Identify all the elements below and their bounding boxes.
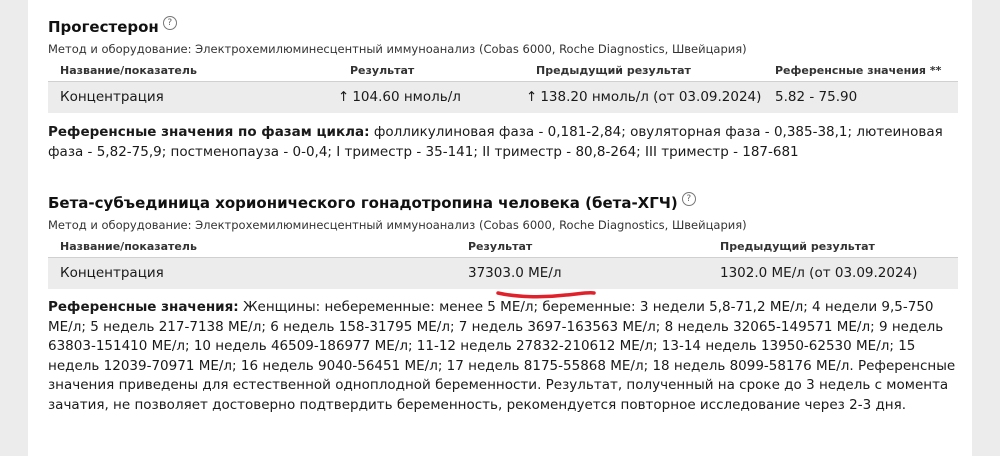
progesterone-method: Метод и оборудование: Электрохемилюминесцентный иммуноанализ (Cobas 6000, Roche Diagnostics, Швейцария) (48, 42, 747, 56)
red-underline-annotation (496, 287, 596, 301)
header-result: Результат (468, 240, 533, 253)
progesterone-title (48, 18, 958, 36)
progesterone-reference-note (48, 123, 958, 162)
ref-label: Референсные значения: (48, 299, 239, 315)
row-result (338, 89, 461, 105)
header-reference: Референсные значения ** (775, 64, 942, 77)
row-previous (526, 89, 761, 105)
table-row (48, 257, 958, 289)
ref-label: Референсные значения по фазам цикла: (48, 124, 370, 140)
previous-value: 138.20 нмоль/л (от 03.09.2024) (540, 89, 762, 105)
header-previous: Предыдущий результат (720, 240, 875, 253)
progesterone-section (48, 18, 958, 162)
progesterone-table-header (48, 61, 958, 81)
help-icon[interactable]: ? (682, 192, 696, 206)
help-icon[interactable]: ? (163, 16, 177, 30)
lab-report-page (28, 0, 972, 456)
previous-value: 1302.0 МЕ/л (от 03.09.2024) (720, 265, 918, 281)
arrow-up-icon: ↑ (526, 89, 538, 105)
header-result: Результат (350, 64, 415, 77)
hcg-reference-note (48, 298, 958, 415)
table-row (48, 81, 958, 113)
result-value: 37303.0 МЕ/л (468, 265, 562, 281)
hcg-method: Метод и оборудование: Электрохемилюминесцентный иммуноанализ (Cobas 6000, Roche Diagnostics, Швейцария) (48, 218, 747, 232)
result-value: 104.60 нмоль/л (352, 89, 461, 105)
row-name: Концентрация (60, 89, 164, 105)
hcg-title-text: Бета-субъединица хорионического гонадотропина человека (бета-ХГЧ) (48, 194, 678, 212)
hcg-table-header (48, 237, 958, 257)
ref-text: фолликулиновая фаза - 0,181-2,84; овуляторная фаза - 0,385-38,1; лютеиновая фаза - 5,82-75,9; постменопауза - 0-0,4; I триместр - 35-141; II триместр - 80,8-264; III триместр - 187-681 (48, 124, 943, 160)
hcg-section (48, 194, 958, 415)
row-name: Концентрация (60, 265, 164, 281)
header-name: Название/показатель (60, 64, 197, 77)
ref-text: Женщины: небеременные: менее 5 МЕ/л; беременные: 3 недели 5,8-71,2 МЕ/л; 4 недели 9,5-750 МЕ/л; 5 недель 217-7138 МЕ/л; 6 недель 158-31795 МЕ/л; 7 недель 3697-163563 МЕ/л; 8 недель 32065-149571 МЕ/л; 9 недель 63803-151410 МЕ/л; 10 недель 46509-186977 МЕ/л; 11-12 недель 27832-210612 МЕ/л; 13-14 недель 13950-62530 МЕ/л; 15 недель 12039-70971 МЕ/л; 16 недель 9040-56451 МЕ/л; 17 недель 8175-55868 МЕ/л; 18 недель 8099-58176 МЕ/л. Референсные значения приведены для естественной одноплодной беременности. Результат, полученный на сроке до 3 недель с момента зачатия, не позволяет достоверно подтвердить беременность, рекомендуется повторное исследование через 2-3 дня. (48, 299, 956, 413)
arrow-up-icon: ↑ (338, 89, 350, 105)
header-name: Название/показатель (60, 240, 197, 253)
header-previous: Предыдущий результат (536, 64, 691, 77)
row-reference: 5.82 - 75.90 (775, 89, 858, 105)
hcg-title (48, 194, 958, 212)
progesterone-title-text: Прогестерон (48, 18, 159, 36)
